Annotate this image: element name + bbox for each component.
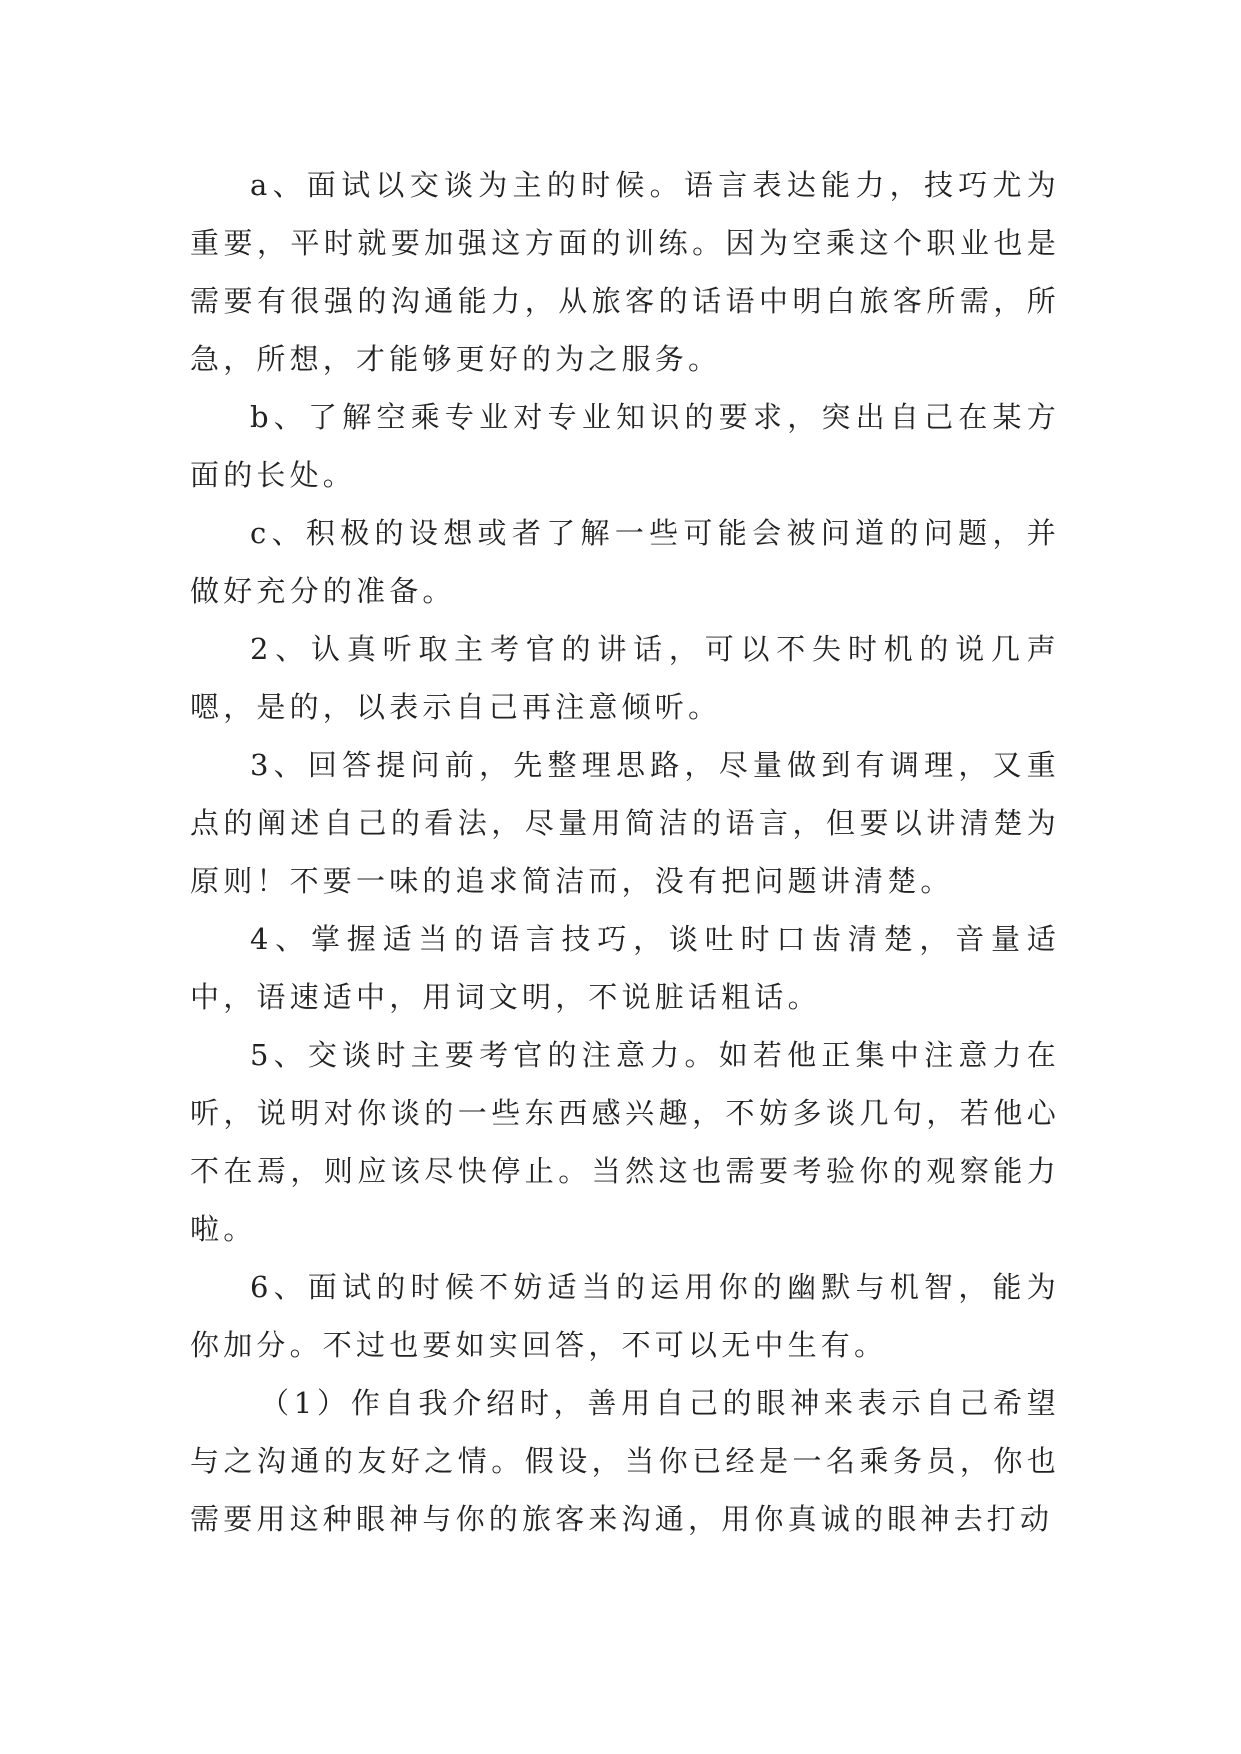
paragraph-5: 5、交谈时主要考官的注意力。如若他正集中注意力在听，说明对你谈的一些东西感兴趣，不妨多谈几句，若他心不在焉，则应该尽快停止。当然这也需要考验你的观察能力啦。 [190,1038,1060,1246]
paragraph-4: 4、掌握适当的语言技巧，谈吐时口齿清楚，音量适中，语速适中，用词文明，不说脏话粗话。 [190,922,1060,1014]
paragraph-sub-1: （1）作自我介绍时，善用自己的眼神来表示自己希望与之沟通的友好之情。假设，当你已经是一名乘务员，你也需要用这种眼神与你的旅客来沟通，用你真诚的眼神去打动 [190,1386,1060,1536]
paragraph-2: 2、认真听取主考官的讲话，可以不失时机的说几声嗯，是的，以表示自己再注意倾听。 [190,632,1060,724]
paragraph-6: 6、面试的时候不妨适当的运用你的幽默与机智，能为你加分。不过也要如实回答，不可以无中生有。 [190,1270,1060,1362]
paragraph-a: a、面试以交谈为主的时候。语言表达能力，技巧尤为重要，平时就要加强这方面的训练。因为空乘这个职业也是需要有很强的沟通能力，从旅客的话语中明白旅客所需，所急，所想，才能够更好的为之服务。 [190,168,1060,376]
document-body [190,156,1060,1548]
paragraph-b: b、了解空乘专业对专业知识的要求，突出自己在某方面的长处。 [190,400,1060,492]
paragraph-3: 3、回答提问前，先整理思路，尽量做到有调理，又重点的阐述自己的看法，尽量用简洁的语言，但要以讲清楚为原则！不要一味的追求简洁而，没有把问题讲清楚。 [190,748,1060,898]
paragraph-c: c、积极的设想或者了解一些可能会被问道的问题，并做好充分的准备。 [190,516,1060,608]
